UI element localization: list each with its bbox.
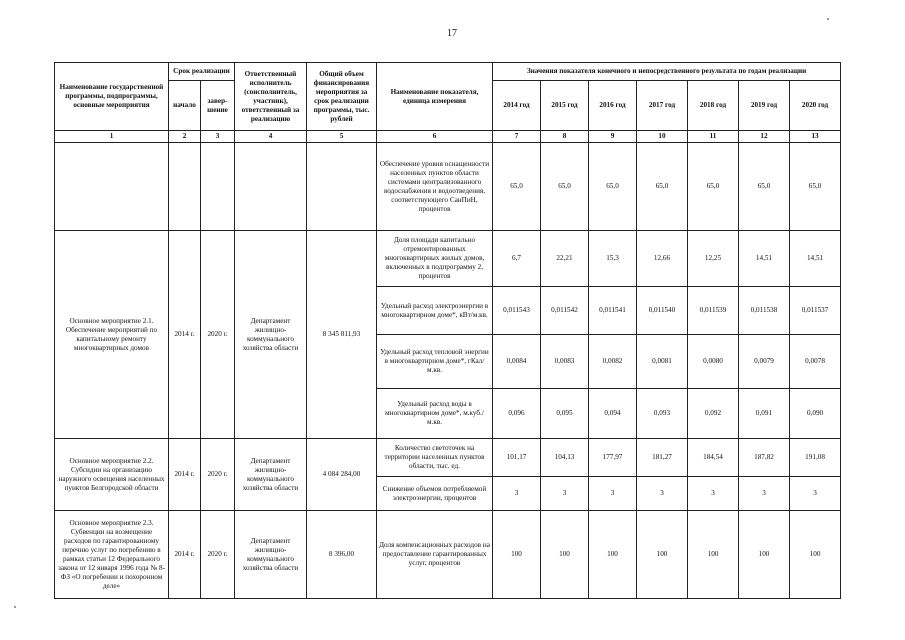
indicator-value: 22,21 — [541, 231, 589, 287]
indicator-value: 0,095 — [541, 389, 589, 439]
indicator-name: Снижение объемов потребляемой электроэнергии, процентов — [377, 477, 493, 511]
indicator-value: 0,0083 — [541, 335, 589, 389]
indicator-value: 3 — [637, 477, 688, 511]
indicator-name: Удельный расход электроэнергии в многоквартирном доме*, кВт/м.кв. — [377, 287, 493, 335]
funding-amount: 4 084 284,00 — [307, 439, 377, 511]
executor: Департамент жилищно-коммунального хозяйства области — [235, 439, 307, 511]
indicator-value: 0,091 — [739, 389, 790, 439]
header-funding: Общий объем финансирования мероприятия за срок реализации программы, тыс. рублей — [307, 63, 377, 131]
indicator-value: 191,08 — [790, 439, 841, 477]
indicator-value: 104,13 — [541, 439, 589, 477]
indicator-value: 14,51 — [739, 231, 790, 287]
header-start: начало — [169, 81, 201, 131]
header-year-2014: 2014 год — [493, 81, 541, 131]
indicator-value: 15,3 — [589, 231, 637, 287]
header-name: Наименование государственной программы, подпрограммы, основные мероприятия — [55, 63, 169, 131]
indicator-value: 0,011540 — [637, 287, 688, 335]
indicator-value: 100 — [493, 511, 541, 599]
end-year: 2020 г. — [201, 231, 235, 439]
indicator-value: 65,0 — [541, 143, 589, 231]
indicator-value: 0,011542 — [541, 287, 589, 335]
indicator-value: 3 — [493, 477, 541, 511]
start-year: 2014 г. — [169, 231, 201, 439]
indicator-value: 14,51 — [790, 231, 841, 287]
indicator-value: 65,0 — [637, 143, 688, 231]
column-number: 7 — [493, 131, 541, 143]
header-executor: Ответственный исполнитель (соисполнитель, участник), ответственный за реализацию — [235, 63, 307, 131]
column-number: 2 — [169, 131, 201, 143]
column-number: 10 — [637, 131, 688, 143]
indicator-value: 0,090 — [790, 389, 841, 439]
header-indicator: Наименование показателя, единица измерения — [377, 63, 493, 131]
end-year: 2020 г. — [201, 439, 235, 511]
empty-cell — [307, 143, 377, 231]
measure-name: Основное мероприятие 2.1. Обеспечение мероприятий по капитальному ремонту многоквартирных домов — [55, 231, 169, 439]
measure-name: Основное мероприятие 2.2. Субсидии на организацию наружного освещения населенных пунктов Белгородской области — [55, 439, 169, 511]
header-results: Значения показателя конечного и непосредственного результата по годам реализации — [493, 63, 841, 81]
end-year: 2020 г. — [201, 511, 235, 599]
header-year-2018: 2018 год — [688, 81, 739, 131]
indicator-value: 100 — [637, 511, 688, 599]
indicator-value: 187,82 — [739, 439, 790, 477]
column-number: 13 — [790, 131, 841, 143]
empty-cell — [169, 143, 201, 231]
header-year-2016: 2016 год — [589, 81, 637, 131]
indicator-value: 0,011538 — [739, 287, 790, 335]
indicator-value: 3 — [739, 477, 790, 511]
start-year: 2014 г. — [169, 511, 201, 599]
indicator-value: 181,27 — [637, 439, 688, 477]
indicator-value: 0,093 — [637, 389, 688, 439]
indicator-value: 100 — [589, 511, 637, 599]
funding-amount: 8 345 811,93 — [307, 231, 377, 439]
indicator-value: 100 — [688, 511, 739, 599]
indicator-value: 3 — [688, 477, 739, 511]
indicator-value: 0,011539 — [688, 287, 739, 335]
indicator-value: 0,0084 — [493, 335, 541, 389]
header-year-2017: 2017 год — [637, 81, 688, 131]
indicator-value: 65,0 — [790, 143, 841, 231]
column-number: 9 — [589, 131, 637, 143]
page-number: 17 — [447, 28, 457, 39]
indicator-value: 3 — [790, 477, 841, 511]
header-year-2020: 2020 год — [790, 81, 841, 131]
indicator-value: 100 — [790, 511, 841, 599]
indicator-value: 0,0081 — [637, 335, 688, 389]
indicator-value: 177,97 — [589, 439, 637, 477]
column-number: 5 — [307, 131, 377, 143]
indicator-value: 0,094 — [589, 389, 637, 439]
executor: Департамент жилищно-коммунального хозяйства области — [235, 231, 307, 439]
empty-cell — [201, 143, 235, 231]
indicator-value: 0,011543 — [493, 287, 541, 335]
start-year: 2014 г. — [169, 439, 201, 511]
table-row — [55, 143, 841, 231]
indicator-value: 65,0 — [589, 143, 637, 231]
indicator-value: 0,0080 — [688, 335, 739, 389]
indicator-value: 0,0082 — [589, 335, 637, 389]
table-row — [55, 439, 841, 477]
table-row — [55, 511, 841, 599]
program-table — [54, 62, 841, 599]
indicator-value: 12,25 — [688, 231, 739, 287]
indicator-value: 65,0 — [493, 143, 541, 231]
header-year-2019: 2019 год — [739, 81, 790, 131]
indicator-name: Удельный расход воды в многоквартирном доме*, м.куб./м.кв. — [377, 389, 493, 439]
indicator-value: 0,096 — [493, 389, 541, 439]
column-number: 1 — [55, 131, 169, 143]
indicator-value: 100 — [739, 511, 790, 599]
indicator-value: 101,17 — [493, 439, 541, 477]
empty-cell — [55, 143, 169, 231]
indicator-value: 12,66 — [637, 231, 688, 287]
empty-cell — [235, 143, 307, 231]
indicator-value: 0,0078 — [790, 335, 841, 389]
indicator-value: 65,0 — [739, 143, 790, 231]
header-period: Срок реализации — [169, 63, 235, 81]
indicator-name: Доля площади капитально отремонтированных многоквартирных жилых домов, включенных в подпрограмму 2, процентов — [377, 231, 493, 287]
table-row — [55, 231, 841, 287]
indicator-value: 184,54 — [688, 439, 739, 477]
header-year-2015: 2015 год — [541, 81, 589, 131]
column-number: 4 — [235, 131, 307, 143]
scan-speck — [14, 606, 16, 608]
indicator-value: 0,011537 — [790, 287, 841, 335]
indicator-value: 100 — [541, 511, 589, 599]
column-number: 12 — [739, 131, 790, 143]
indicator-value: 6,7 — [493, 231, 541, 287]
funding-amount: 8 396,00 — [307, 511, 377, 599]
measure-name: Основное мероприятие 2.3. Субвенции на возмещение расходов по гарантированному перечню услуг по погребению в рамках статьи 12 Федерального закона от 12 января 1996 года № 8-ФЗ «О погребении и похоронном деле» — [55, 511, 169, 599]
column-number: 11 — [688, 131, 739, 143]
indicator-name: Доля компенсационных расходов на предоставление гарантированных услуг, процентов — [377, 511, 493, 599]
indicator-value: 0,0079 — [739, 335, 790, 389]
column-number: 3 — [201, 131, 235, 143]
indicator-value: 3 — [589, 477, 637, 511]
column-number: 8 — [541, 131, 589, 143]
scan-speck — [827, 18, 829, 20]
indicator-name: Количество светоточек на территории населенных пунктов области, тыс. ед. — [377, 439, 493, 477]
executor: Департамент жилищно-коммунального хозяйства области — [235, 511, 307, 599]
indicator-name: Обеспечение уровня оснащенности населенных пунктов области системами централизованного водоснабжения и водоотведения, соответствующего СанПиН, процентов — [377, 143, 493, 231]
indicator-name: Удельный расход тепловой энергии в многоквартирном доме*, гКал/м.кв. — [377, 335, 493, 389]
indicator-value: 0,011541 — [589, 287, 637, 335]
column-number: 6 — [377, 131, 493, 143]
indicator-value: 65,0 — [688, 143, 739, 231]
indicator-value: 0,092 — [688, 389, 739, 439]
column-number-row — [55, 131, 841, 143]
header-end: завер-шение — [201, 81, 235, 131]
indicator-value: 3 — [541, 477, 589, 511]
